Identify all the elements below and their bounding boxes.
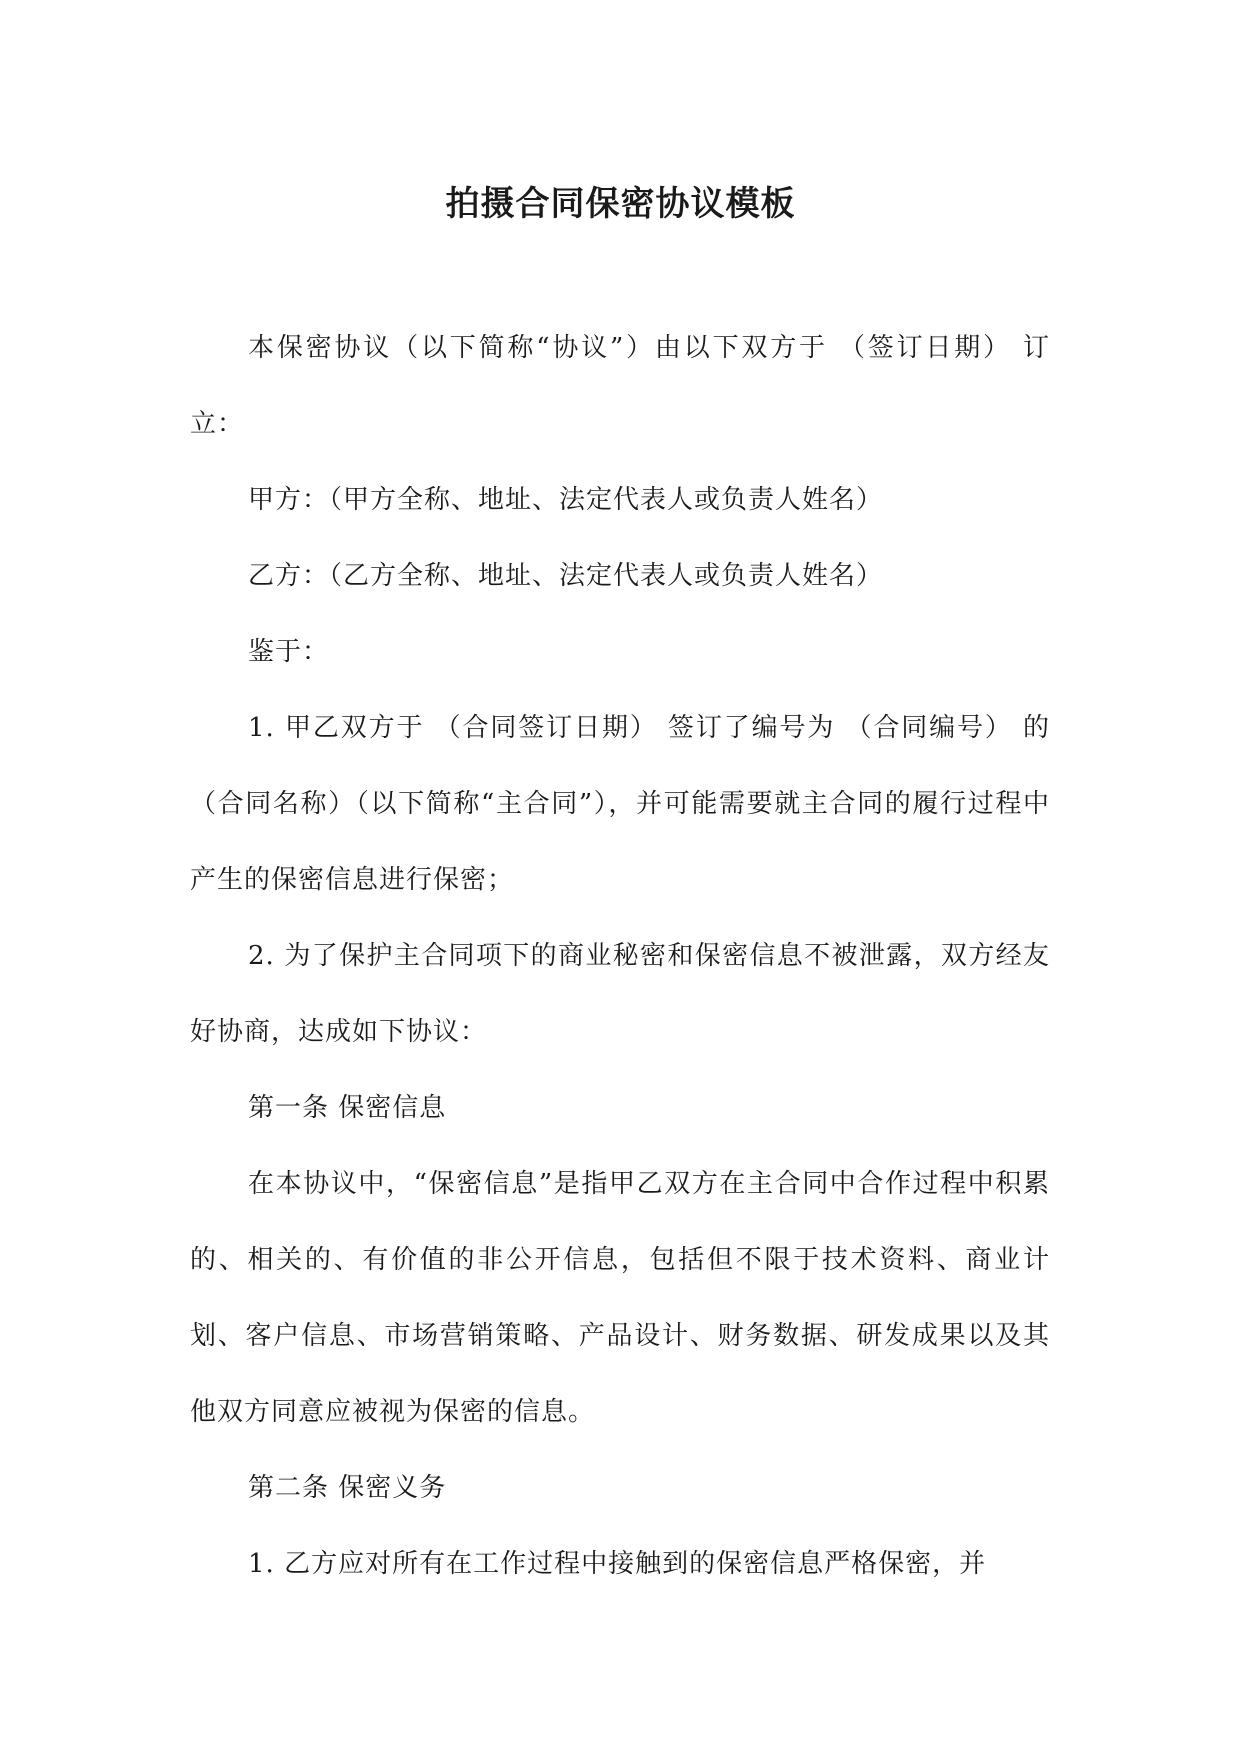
paragraph-party-b: 乙方：（乙方全称、地址、法定代表人或负责人姓名） xyxy=(248,561,884,591)
document-body xyxy=(190,310,1050,1602)
paragraph-whereas-2: 2. 为了保护主合同项下的商业秘密和保密信息不被泄露，双方经友好协商，达成如下协议： xyxy=(190,941,1050,1047)
paragraph-article-2-1: 1. 乙方应对所有在工作过程中接触到的保密信息严格保密，并 xyxy=(248,1549,987,1579)
heading-article-2: 第二条 保密义务 xyxy=(248,1473,447,1503)
paragraph-party-a: 甲方：（甲方全称、地址、法定代表人或负责人姓名） xyxy=(248,485,884,515)
paragraph-whereas-1: 1. 甲乙双方于 （合同签订日期） 签订了编号为 （合同编号） 的 （合同名称）（以下简称“主合同”），并可能需要就主合同的履行过程中产生的保密信息进行保密； xyxy=(190,713,1050,895)
paragraph-article-1: 在本协议中，“保密信息”是指甲乙双方在主合同中合作过程中积累的、相关的、有价值的非公开信息，包括但不限于技术资料、商业计划、客户信息、市场营销策略、产品设计、财务数据、研发成果以及其他双方同意应被视为保密的信息。 xyxy=(190,1169,1050,1427)
paragraph-preamble: 本保密协议（以下简称“协议”）由以下双方于 （签订日期） 订立： xyxy=(190,333,1050,439)
paragraph-whereas: 鉴于： xyxy=(248,637,330,667)
heading-article-1: 第一条 保密信息 xyxy=(248,1093,447,1123)
document-title: 拍摄合同保密协议模板 xyxy=(445,184,796,224)
